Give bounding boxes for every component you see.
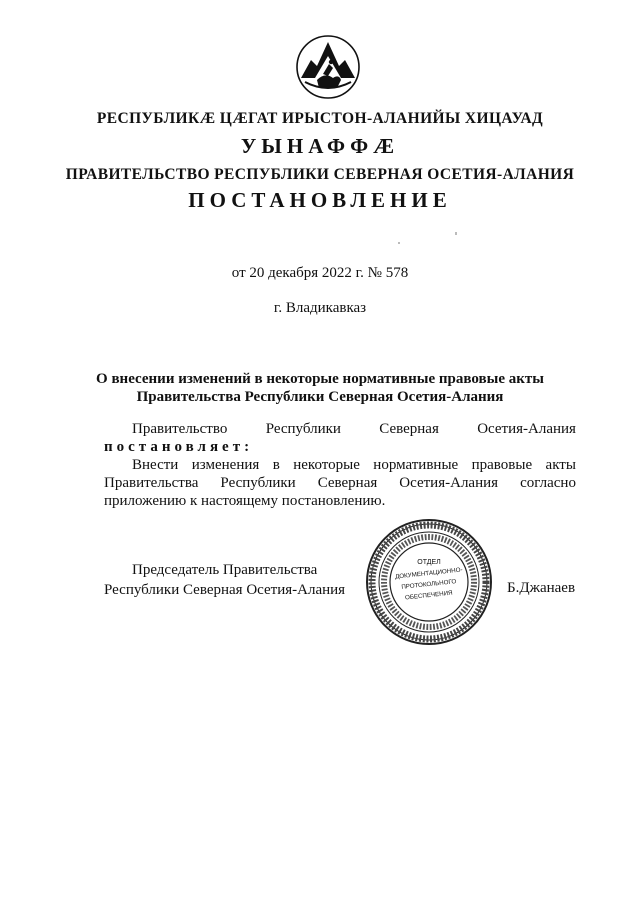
body-word: нормативные: [373, 457, 459, 473]
body-line-3: [104, 456, 576, 474]
body-word: акты: [545, 457, 576, 473]
body-word: Республики: [265, 421, 341, 437]
coat-of-arms-emblem: [295, 34, 361, 100]
signer-title-line-1: Председатель Правительства: [132, 562, 318, 578]
document-date-number: от 20 декабря 2022 г. № 578: [231, 265, 409, 281]
document-subject: [60, 370, 580, 406]
seal-text-line-1: ОТДЕЛ: [417, 559, 441, 566]
body-word: изменения: [191, 457, 260, 473]
body-word: Правительства: [104, 475, 199, 491]
body-word: Северная: [379, 421, 439, 437]
body-word: согласно: [520, 475, 576, 491]
body-line-1: [104, 420, 576, 438]
body-line-5: приложению к настоящему постановлению.: [104, 493, 386, 509]
header-ossetian-doc-type: УЫНАФФӔ: [240, 134, 400, 158]
body-word: в: [272, 457, 280, 473]
scan-artifact: [398, 242, 400, 244]
seal-text-line-2: ДОКУМЕНТАЦИОННО-: [394, 566, 463, 581]
header-russian-doc-type: ПОСТАНОВЛЕНИЕ: [188, 188, 452, 212]
document-body: [104, 420, 576, 510]
body-word: Республики: [220, 475, 296, 491]
body-word: Правительство: [132, 421, 228, 437]
header-ossetian-government: РЕСПУБЛИКӔ ЦӔГАТ ИРЫСТОН-АЛАНИЙЫ ХИЦАУАД: [96, 110, 544, 127]
body-word: некоторые: [293, 457, 360, 473]
body-word: Северная: [317, 475, 378, 491]
body-line-4: [104, 474, 576, 492]
header-russian-government: ПРАВИТЕЛЬСТВО РЕСПУБЛИКИ СЕВЕРНАЯ ОСЕТИЯ-АЛАНИЯ: [65, 166, 575, 183]
body-word: правовые: [471, 457, 533, 473]
body-word: Осетия-Алания: [399, 475, 499, 491]
subject-line-1: О внесении изменений в некоторые нормативные правовые акты: [96, 371, 544, 387]
seal-text-line-3: ПРОТОКОЛЬНОГО: [401, 578, 457, 591]
signer-title: [104, 560, 364, 600]
body-word: Внести: [132, 457, 179, 473]
scan-artifact: [455, 232, 457, 235]
signer-title-line-2: Республики Северная Осетия-Алания: [104, 582, 346, 598]
subject-line-2: Правительства Республики Северная Осетия-Алания: [136, 389, 504, 405]
seal-text-line-4: ОБЕСПЕЧЕНИЯ: [404, 589, 453, 602]
document-city: г. Владикавказ: [273, 300, 367, 316]
signer-name: Б.Джанаев: [507, 580, 576, 596]
body-word: Осетия-Алания: [477, 421, 576, 437]
official-seal-stamp: [365, 518, 493, 646]
resolves-keyword: постановляет:: [104, 439, 254, 455]
body-line-2: [104, 438, 576, 456]
